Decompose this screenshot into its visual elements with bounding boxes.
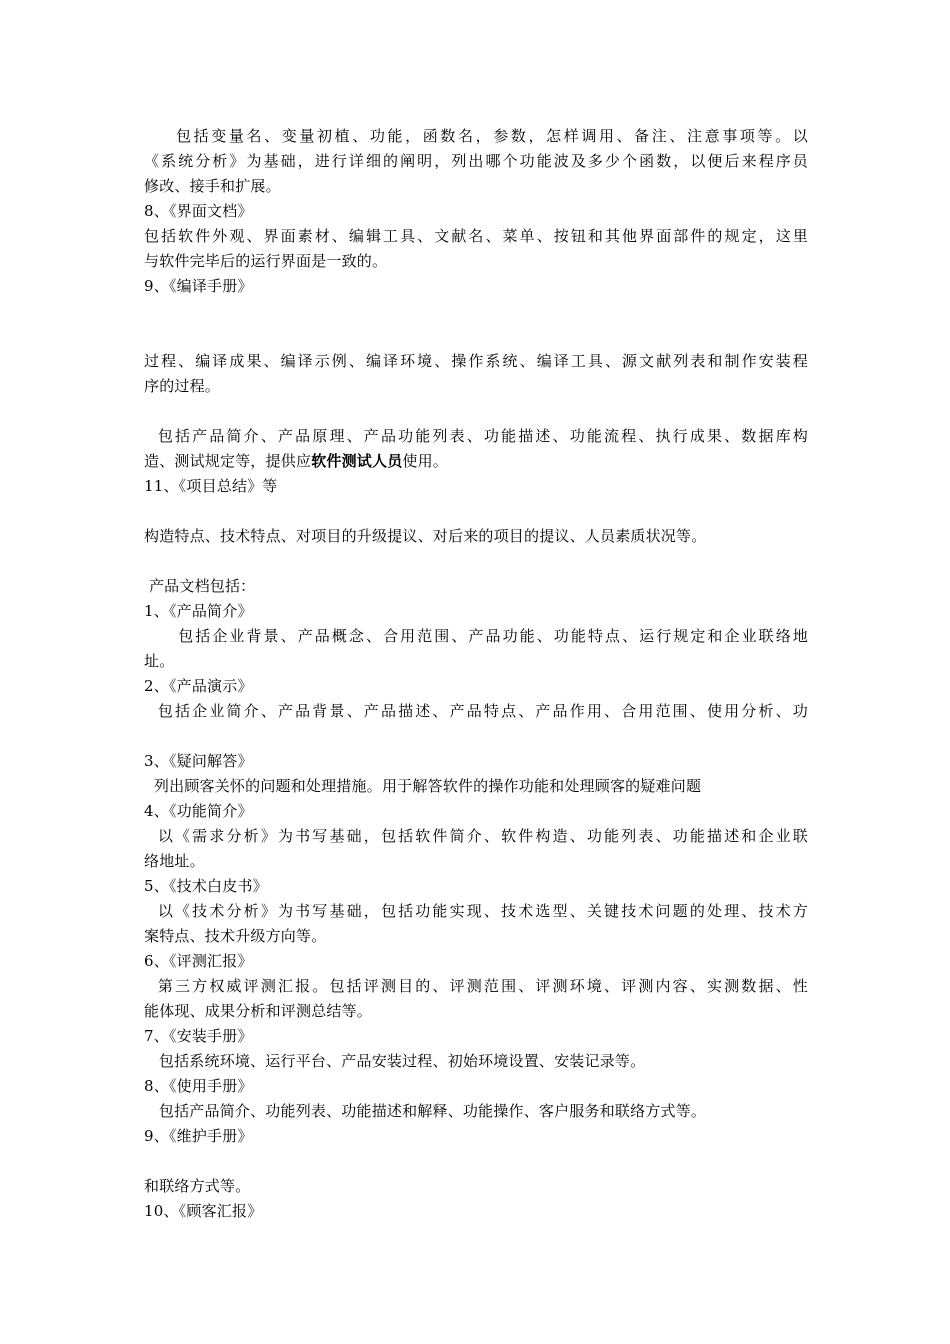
para-line: 与软件完毕后的运行界面是一致的。 (144, 252, 388, 270)
para-line: 序的过程。 (144, 377, 221, 395)
section-title: 2、《产品演示》 (144, 677, 253, 695)
para-line (144, 299, 808, 324)
para-line: 过程、编译成果、编译示例、编译环境、操作系统、编译工具、源文献列表和制作安装程 (144, 352, 808, 370)
para-line (144, 499, 808, 524)
para-line: 包括变量名、变量初植、功能，函数名，参数，怎样调用、备注、注意事项等。以 (176, 127, 808, 145)
para-line: 构造特点、技术特点、对项目的升级提议、对后来的项目的提议、人员素质状况等。 (144, 527, 707, 545)
para-line: 址。 (144, 652, 175, 670)
section-title: 8、《界面文档》 (144, 202, 253, 220)
section-heading: 产品文档包括： (144, 577, 256, 595)
blank-line (144, 549, 808, 574)
section-title: 6、《评测汇报》 (144, 952, 253, 970)
section-title: 1、《产品简介》 (144, 602, 253, 620)
para-line: 以《需求分析》为书写基础，包括软件简介、软件构造、功能列表、功能描述和企业联 (144, 827, 808, 845)
para-line: 能体现、成果分析和评测总结等。 (144, 1002, 373, 1020)
document-page (144, 124, 808, 1224)
para-line: 络地址。 (144, 852, 205, 870)
para-line (144, 324, 808, 349)
para-line: 《系统分析》为基础，进行详细的阐明，列出哪个功能波及多少个函数，以便后来程序员 (144, 152, 808, 170)
section-title: 11、《项目总结》等 (144, 477, 278, 495)
para-line: 包括软件外观、界面素材、编辑工具、文献名、菜单、按钮和其他界面部件的规定，这里 (144, 227, 808, 245)
section-title: 7、《安装手册》 (144, 1027, 253, 1045)
para-line (144, 724, 808, 749)
para-line: 修改、接手和扩展。 (144, 177, 281, 195)
section-title: 4、《功能简介》 (144, 802, 253, 820)
para-line: 和联络方式等。 (144, 1177, 251, 1195)
text: 使用。 (402, 452, 449, 470)
para-line: 包括产品简介、功能列表、功能描述和解释、功能操作、客户服务和联络方式等。 (144, 1102, 707, 1120)
para-line: 包括企业背景、产品概念、合用范围、产品功能、功能特点、运行规定和企业联络地 (144, 627, 808, 645)
section-title: 5、《技术白皮书》 (144, 877, 268, 895)
section-title: 9、《编译手册》 (144, 277, 253, 295)
para-line: 包括产品简介、产品原理、产品功能列表、功能描述、功能流程、执行成果、数据库构 (144, 427, 808, 445)
para-line (144, 449, 808, 474)
para-line: 案特点、技术升级方向等。 (144, 927, 327, 945)
para-line: 列出顾客关怀的问题和处理措施。用于解答软件的操作功能和处理顾客的疑难问题 (144, 777, 702, 795)
para-line (144, 1149, 808, 1174)
section-title: 10、《顾客汇报》 (144, 1202, 263, 1220)
section-title (144, 399, 808, 424)
section-title: 8、《使用手册》 (144, 1077, 253, 1095)
para-line: 包括系统环境、运行平台、产品安装过程、初始环境设置、安装记录等。 (144, 1052, 646, 1070)
text: 造、测试规定等，提供应 (144, 452, 312, 470)
section-title: 3、《疑问解答》 (144, 752, 253, 770)
section-title: 9、《维护手册》 (144, 1127, 253, 1145)
bold-term: 软件测试人员 (311, 452, 403, 470)
para-line: 以《技术分析》为书写基础，包括功能实现、技术选型、关键技术问题的处理、技术方 (144, 902, 808, 920)
para-line: 第三方权威评测汇报。包括评测目的、评测范围、评测环境、评测内容、实测数据、性 (144, 977, 808, 995)
para-line: 包括企业简介、产品背景、产品描述、产品特点、产品作用、合用范围、使用分析、功 (144, 702, 808, 720)
